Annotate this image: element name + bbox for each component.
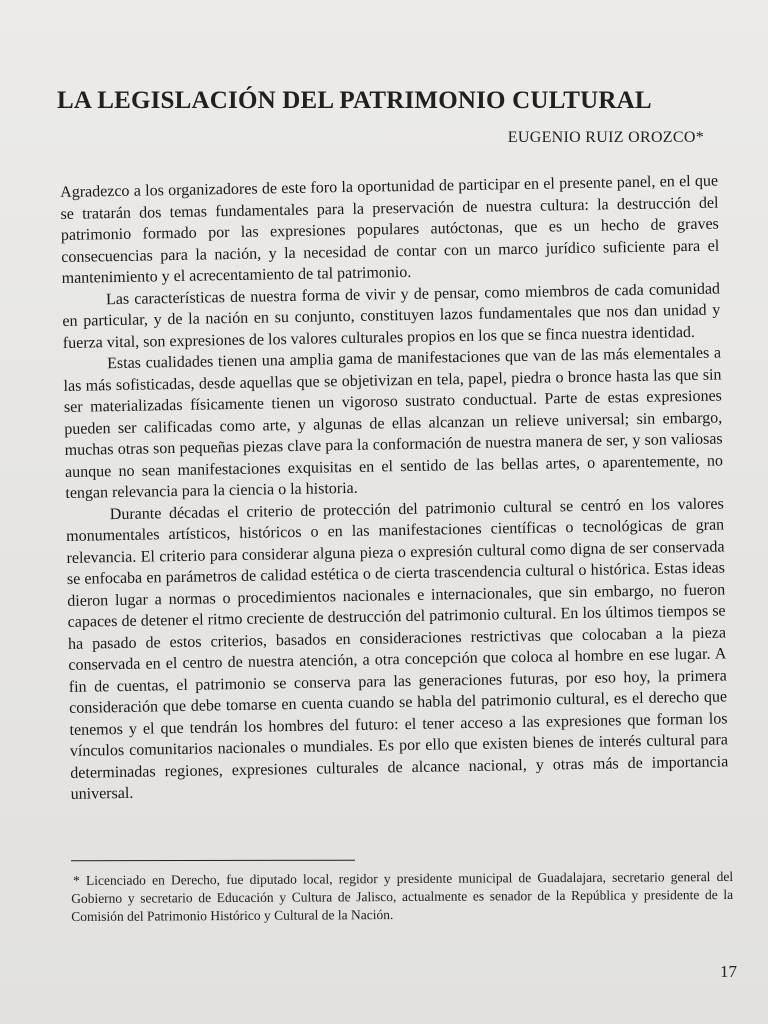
author-footnote: * Licenciado en Derecho, fue diputado local, regidor y presidente municipal de Guadalajara, secretario general del Gobierno y secretario de Educación y Cultura de Jalisco, actualmente es senador de la República y presidente de la Comisión del Patrimonio Histórico y Cultural de la Nación. — [71, 868, 734, 924]
paragraph-3: Estas cualidades tienen una amplia gama de manifestaciones que van de las más elementales a las más sofisticadas, desde aquellas que se objetivizan en tela, papel, piedra o bronce hasta las que sin ser materializadas físicamente tienen un vigoroso sustrato conductual. Parte de estas expresiones pueden ser calificadas como arte, y algunas de ellas alcanzan un relieve universal; sin embargo, muchas otras son pequeñas piezas clave para la conformación de nuestra manera de ser, y son valiosas aunque no sean manifestaciones exquisitas en el sentido de las bellas artes, o aparentemente, no tengan relevancia para la ciencia o la historia. — [63, 344, 724, 502]
paragraph-1: Agradezco a los organizadores de este foro la oportunidad de participar en el presente panel, en el que se tratarán dos temas fundamentales para la preservación de nuestra cultura: la destrucción del patrimonio formado por las expresiones populares autóctonas, que es un hecho de graves consecuencias para la nación, y la necesidad de contar con un marco jurídico suficiente para el mantenimiento y el acrecentamiento de tal patrimonio. — [60, 172, 720, 287]
paragraph-4: Durante décadas el criterio de protección del patrimonio cultural se centró en los valores monumentales artísticos, históricos o en las manifestaciones científicas o tecnológicas de gran relevancia. El criterio para considerar alguna pieza o expresión cultural como digna de ser conservada se enfocaba en parámetros de calidad estética o de cierta trascendencia cultural o histórica. Estas ideas dieron lugar a normas o procedimientos nacionales e internacionales, que sin embargo, no fueron capaces de detener el ritmo creciente de destrucción del patrimonio cultural. En los últimos tiempos se ha pasado de estos criterios, basados en consideraciones restrictivas que colocaban a la pieza conservada en el centro de nuestra atención, a otra concepción que coloca al hombre en ese lugar. A fin de cuentas, el patrimonio se conserva para las generaciones futuras, por eso hoy, la primera consideración que debe tomarse en cuenta cuando se habla del patrimonio cultural, es el derecho que tenemos y el que tendrán los hombres del futuro: el tener acceso a las expresiones que forman los vínculos comunitarios nacionales o mundiales. Es por ello que existen bienes de interés cultural para determinadas regiones, expresiones culturales de alcance nacional, y otras más de importancia universal. — [66, 494, 729, 803]
chapter-title: LA LEGISLACIÓN DEL PATRIMONIO CULTURAL — [57, 86, 652, 114]
paragraph-2: Las características de nuestra forma de vivir y de pensar, como miembros de cada comunidad en particular, y de la nación en su conjunto, constituyen lazos fundamentales que nos dan unidad y fuerza vital, son expresiones de los valores culturales propios en los que se finca nuestra identidad. — [62, 279, 721, 352]
author-name: EUGENIO RUIZ OROZCO* — [507, 129, 704, 146]
main-text — [60, 171, 729, 806]
page-number: 17 — [720, 962, 737, 981]
footnote-divider — [71, 860, 355, 861]
